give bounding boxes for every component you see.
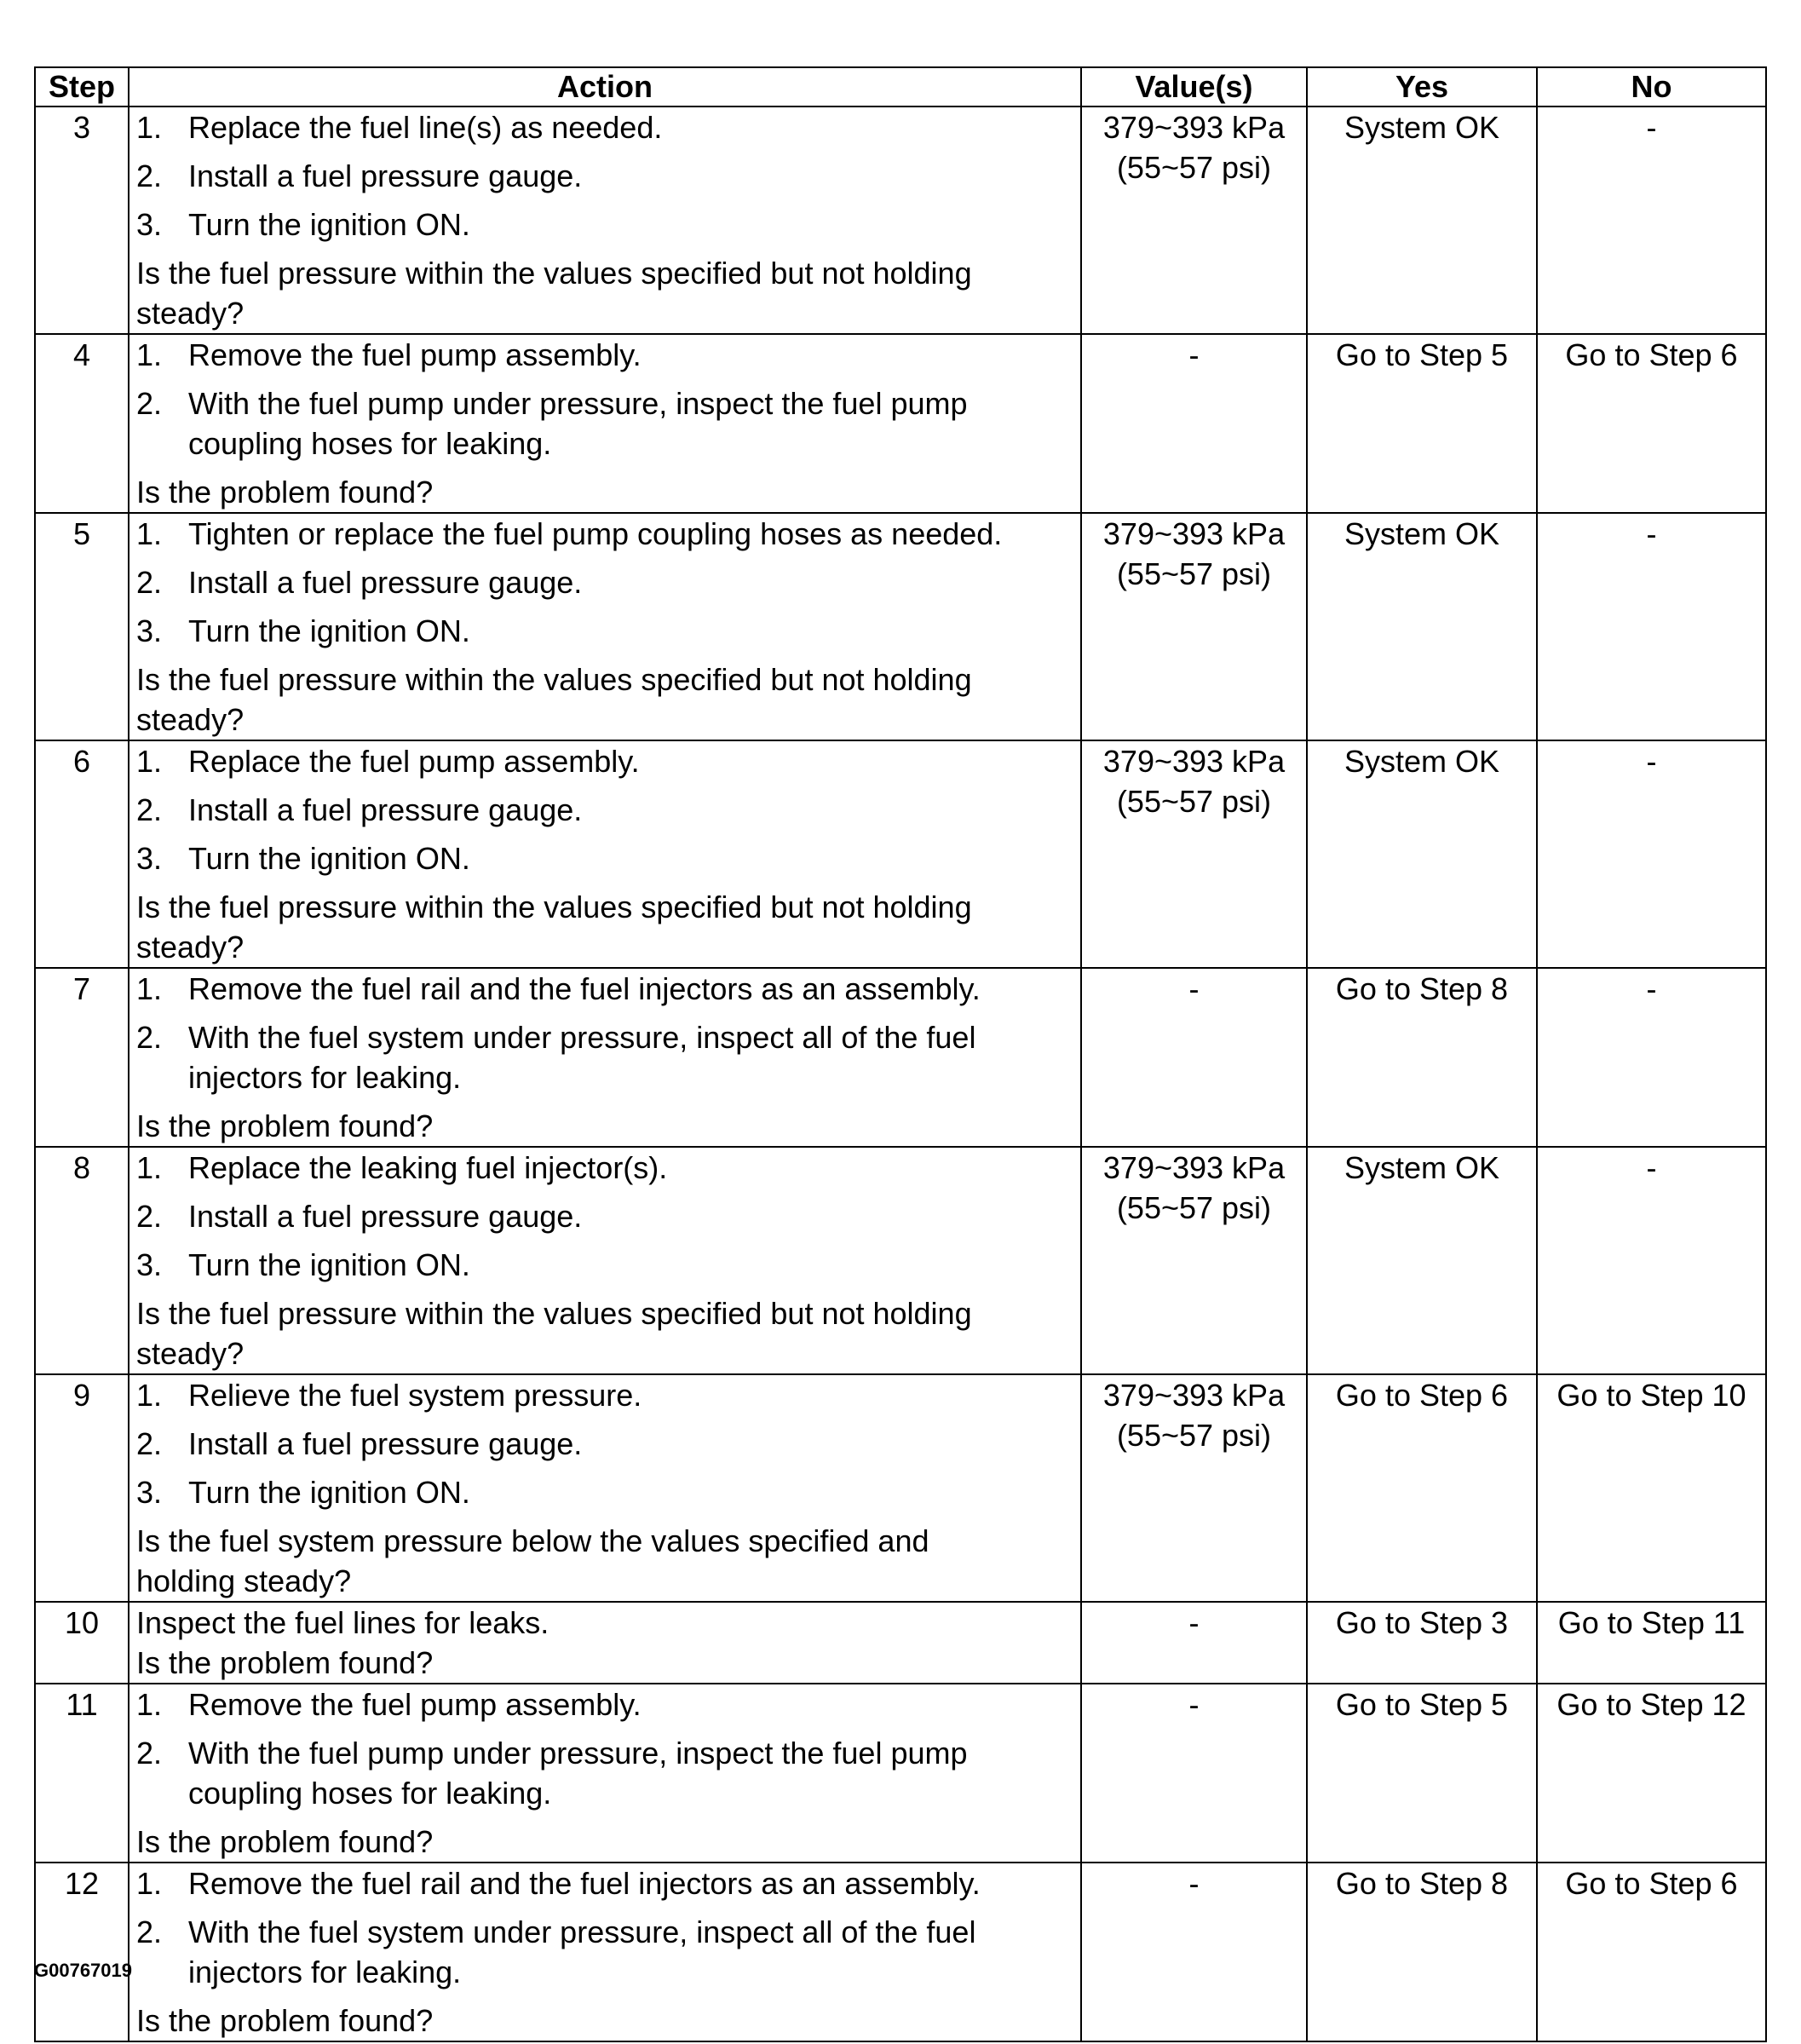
value-kpa: - xyxy=(1188,971,1200,1006)
action-item-number: 2. xyxy=(136,386,163,421)
action-cell xyxy=(129,1374,1081,1602)
action-item-number: 3. xyxy=(136,841,163,876)
table-row xyxy=(35,1863,1766,2041)
no-cell: - xyxy=(1537,513,1766,740)
action-item-text: Install a fuel pressure gauge. xyxy=(188,158,583,193)
action-item-number: 2. xyxy=(136,158,163,193)
value-psi: (55~57 psi) xyxy=(1116,1418,1272,1453)
action-item-text: Turn the ignition ON. xyxy=(188,1247,470,1282)
action-item xyxy=(136,611,1073,651)
action-item xyxy=(136,741,1073,781)
action-item-text: With the fuel pump under pressure, inspect the fuel pump coupling hoses for leaking. xyxy=(188,1736,968,1811)
header-no: No xyxy=(1537,67,1766,107)
action-item xyxy=(136,790,1073,830)
action-item xyxy=(136,1733,1073,1813)
action-question: Is the fuel pressure within the values specified but not holding steady? xyxy=(136,1296,972,1371)
table-row xyxy=(35,968,1766,1147)
action-item-number: 1. xyxy=(136,337,163,372)
action-item xyxy=(136,514,1073,554)
action-question: Is the fuel pressure within the values specified but not holding steady? xyxy=(136,890,972,964)
value-cell xyxy=(1081,1684,1307,1863)
action-cell xyxy=(129,107,1081,334)
action-item-number: 2. xyxy=(136,1199,163,1234)
action-item xyxy=(136,1196,1073,1236)
value-kpa: 379~393 kPa xyxy=(1102,110,1286,145)
action-item-text: Replace the fuel pump assembly. xyxy=(188,744,640,779)
table-row xyxy=(35,1147,1766,1374)
header-action: Action xyxy=(129,67,1081,107)
yes-cell: System OK xyxy=(1307,740,1537,968)
yes-cell: Go to Step 5 xyxy=(1307,1684,1537,1863)
header-row xyxy=(35,67,1766,107)
no-cell: - xyxy=(1537,740,1766,968)
action-item-number: 1. xyxy=(136,516,163,551)
header-step: Step xyxy=(35,67,129,107)
step-cell: 3 xyxy=(35,107,129,334)
yes-cell: System OK xyxy=(1307,513,1537,740)
action-cell xyxy=(129,1863,1081,2041)
action-item-number: 1. xyxy=(136,1687,163,1722)
value-kpa: 379~393 kPa xyxy=(1102,1378,1286,1413)
action-item-text: Install a fuel pressure gauge. xyxy=(188,565,583,600)
step-cell: 8 xyxy=(35,1147,129,1374)
action-item xyxy=(136,335,1073,375)
table-row xyxy=(35,513,1766,740)
action-cell xyxy=(129,1684,1081,1863)
action-item xyxy=(136,107,1073,147)
action-item xyxy=(136,838,1073,878)
step-cell: 6 xyxy=(35,740,129,968)
value-cell xyxy=(1081,513,1307,740)
action-item-number: 2. xyxy=(136,1020,163,1055)
action-item xyxy=(136,1375,1073,1415)
value-psi: (55~57 psi) xyxy=(1116,784,1272,819)
value-cell xyxy=(1081,1147,1307,1374)
action-item-text: With the fuel system under pressure, inspect all of the fuel injectors for leaking. xyxy=(188,1914,976,1989)
action-item-number: 1. xyxy=(136,744,163,779)
table-body xyxy=(35,107,1766,2041)
action-question: Is the problem found? xyxy=(136,1108,434,1143)
yes-cell: Go to Step 5 xyxy=(1307,334,1537,513)
action-item-text: Turn the ignition ON. xyxy=(188,207,470,242)
action-item-number: 2. xyxy=(136,792,163,827)
no-cell: - xyxy=(1537,107,1766,334)
action-item-number: 2. xyxy=(136,565,163,600)
action-item-text: Install a fuel pressure gauge. xyxy=(188,1426,583,1461)
action-item-text: Install a fuel pressure gauge. xyxy=(188,792,583,827)
no-cell: Go to Step 12 xyxy=(1537,1684,1766,1863)
action-question: Is the fuel pressure within the values specified but not holding steady? xyxy=(136,256,972,331)
action-question: Is the fuel system pressure below the values specified and holding steady? xyxy=(136,1523,929,1598)
step-cell: 12 xyxy=(35,1863,129,2041)
step-cell: 11 xyxy=(35,1684,129,1863)
no-cell: - xyxy=(1537,968,1766,1147)
action-item-text: Remove the fuel rail and the fuel injectors as an assembly. xyxy=(188,1866,981,1901)
action-item xyxy=(136,1017,1073,1097)
action-item xyxy=(136,562,1073,602)
action-item xyxy=(136,156,1073,196)
value-psi: (55~57 psi) xyxy=(1116,150,1272,185)
action-item-text: Relieve the fuel system pressure. xyxy=(188,1378,642,1413)
action-question: Is the fuel pressure within the values specified but not holding steady? xyxy=(136,662,972,737)
action-cell xyxy=(129,740,1081,968)
header-values: Value(s) xyxy=(1081,67,1307,107)
no-cell: Go to Step 10 xyxy=(1537,1374,1766,1602)
value-kpa: 379~393 kPa xyxy=(1102,516,1286,551)
table-row xyxy=(35,1602,1766,1684)
action-item-text: With the fuel pump under pressure, inspect the fuel pump coupling hoses for leaking. xyxy=(188,386,968,461)
step-cell: 4 xyxy=(35,334,129,513)
action-item-text: Turn the ignition ON. xyxy=(188,1475,470,1510)
yes-cell: Go to Step 8 xyxy=(1307,968,1537,1147)
action-item-number: 3. xyxy=(136,207,163,242)
table-row xyxy=(35,1684,1766,1863)
value-kpa: 379~393 kPa xyxy=(1102,1150,1286,1185)
value-cell xyxy=(1081,1863,1307,2041)
action-item xyxy=(136,1684,1073,1724)
action-item xyxy=(136,1148,1073,1188)
action-item-text: Remove the fuel pump assembly. xyxy=(188,1687,642,1722)
action-question: Is the problem found? xyxy=(136,475,434,510)
action-cell xyxy=(129,513,1081,740)
action-cell xyxy=(129,968,1081,1147)
action-item-text: Replace the leaking fuel injector(s). xyxy=(188,1150,668,1185)
action-item-number: 3. xyxy=(136,1247,163,1282)
action-item-text: Tighten or replace the fuel pump coupling hoses as needed. xyxy=(188,516,1003,551)
action-item-text: With the fuel system under pressure, inspect all of the fuel injectors for leaking. xyxy=(188,1020,976,1095)
action-item xyxy=(136,1472,1073,1512)
diagnostic-table xyxy=(34,66,1767,2042)
action-item xyxy=(136,204,1073,245)
yes-cell: Go to Step 3 xyxy=(1307,1602,1537,1684)
action-item-text: Replace the fuel line(s) as needed. xyxy=(188,110,663,145)
action-item-number: 3. xyxy=(136,613,163,648)
value-kpa: 379~393 kPa xyxy=(1102,744,1286,779)
value-psi: (55~57 psi) xyxy=(1116,1190,1272,1225)
action-item xyxy=(136,969,1073,1009)
no-cell: Go to Step 6 xyxy=(1537,1863,1766,2041)
value-cell xyxy=(1081,968,1307,1147)
action-item-text: Install a fuel pressure gauge. xyxy=(188,1199,583,1234)
action-item-number: 3. xyxy=(136,1475,163,1510)
action-cell xyxy=(129,334,1081,513)
action-question: Is the problem found? xyxy=(136,2003,434,2038)
action-item-number: 2. xyxy=(136,1736,163,1771)
value-cell xyxy=(1081,1602,1307,1684)
value-cell xyxy=(1081,107,1307,334)
action-cell xyxy=(129,1147,1081,1374)
action-question: Inspect the fuel lines for leaks. Is the problem found? xyxy=(136,1605,550,1680)
yes-cell: Go to Step 6 xyxy=(1307,1374,1537,1602)
value-cell xyxy=(1081,740,1307,968)
step-cell: 7 xyxy=(35,968,129,1147)
action-item-number: 2. xyxy=(136,1426,163,1461)
value-kpa: - xyxy=(1188,1866,1200,1901)
action-item-number: 1. xyxy=(136,1866,163,1901)
no-cell: Go to Step 11 xyxy=(1537,1602,1766,1684)
action-item-text: Turn the ignition ON. xyxy=(188,841,470,876)
step-cell: 9 xyxy=(35,1374,129,1602)
no-cell: - xyxy=(1537,1147,1766,1374)
value-cell xyxy=(1081,334,1307,513)
action-item-number: 1. xyxy=(136,110,163,145)
table-row xyxy=(35,1374,1766,1602)
action-item xyxy=(136,383,1073,463)
value-kpa: - xyxy=(1188,1687,1200,1722)
action-question: Is the problem found? xyxy=(136,1824,434,1859)
action-item-number: 1. xyxy=(136,971,163,1006)
yes-cell: System OK xyxy=(1307,1147,1537,1374)
action-item-text: Remove the fuel rail and the fuel injectors as an assembly. xyxy=(188,971,981,1006)
figure-id: G00767019 xyxy=(34,1960,132,1981)
action-cell xyxy=(129,1602,1081,1684)
step-cell: 5 xyxy=(35,513,129,740)
header-yes: Yes xyxy=(1307,67,1537,107)
action-item-number: 1. xyxy=(136,1378,163,1413)
action-item-text: Remove the fuel pump assembly. xyxy=(188,337,642,372)
table-row xyxy=(35,334,1766,513)
yes-cell: System OK xyxy=(1307,107,1537,334)
yes-cell: Go to Step 8 xyxy=(1307,1863,1537,2041)
table-row xyxy=(35,107,1766,334)
no-cell: Go to Step 6 xyxy=(1537,334,1766,513)
step-cell: 10 xyxy=(35,1602,129,1684)
action-item-number: 1. xyxy=(136,1150,163,1185)
action-item-text: Turn the ignition ON. xyxy=(188,613,470,648)
table-row xyxy=(35,740,1766,968)
value-kpa: - xyxy=(1188,1605,1200,1640)
value-cell xyxy=(1081,1374,1307,1602)
action-item-number: 2. xyxy=(136,1914,163,1949)
action-item xyxy=(136,1424,1073,1464)
value-psi: (55~57 psi) xyxy=(1116,556,1272,591)
action-item xyxy=(136,1245,1073,1285)
action-item xyxy=(136,1863,1073,1903)
action-item xyxy=(136,1912,1073,1992)
value-kpa: - xyxy=(1188,337,1200,372)
